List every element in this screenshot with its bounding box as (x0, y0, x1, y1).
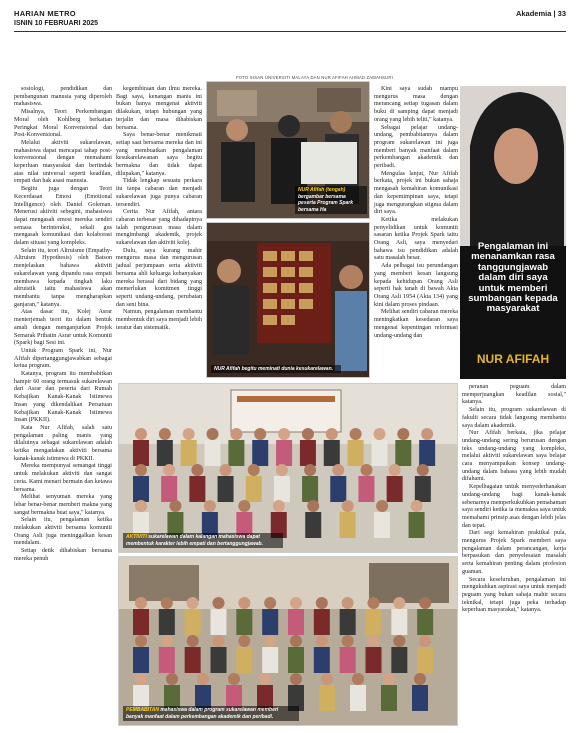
article-paragraph: Selain itu, teori Altruisme (Empathy-Altruism Hypothesis) oleh Batson menjelaskan bahawa aktiviti sukarelawan yang dipandu rasa empati membawa kepada tingkah laku altruistik iaitu mahasiswa akan membantu tanpa mengharapkan ganjaran," katanya. (14, 247, 112, 308)
photo-certificates-image (207, 223, 370, 378)
article-paragraph: Atas dasar itu, Kolej Asrar menterjemah teori itu dalam bentuk amali dengan menganjurkan Projek Semarak Prihatin Asrar untuk Komuniti (Spark) bagi Sesi ini. (14, 309, 112, 347)
photo1-caption-name: NUR Afifah (tengah) (298, 187, 346, 194)
article-paragraph: Cerita Nur Afifah, antara cabaran terbesar yang dihadapinya ialah pengurusan masa dalam mengimbangi akademik, projek sukarelawan dan aktiviti kolej. (116, 209, 202, 247)
photo-volunteer-group (118, 383, 458, 553)
photo4-caption-text: mahasiswa dalam program sukarelawan memberi banyak manfaat dalam perkembangan akademik dan peribadi. (126, 707, 279, 720)
article-paragraph: Melihat senyuman mereka yang lebar benar-benar memberi makna yang sangat bermakna buat saya," katanya. (14, 494, 112, 516)
issue-date: ISNIN 10 FEBRUARI 2025 (14, 20, 99, 27)
photo1-caption (295, 186, 367, 214)
pullquote-name: NUR AFIFAH (476, 352, 550, 366)
article-paragraph: Katanya, program itu membabitkan hampir 60 orang termasuk sukarelawan dari Asrar dan peserta dari Rumah Kebajikan Kanak-Kanak Istimewa Insan yang dikendalikan Persatuan Kebajikan Kanak-Kanak Istimewa Insan (PKKII). (14, 371, 112, 424)
article-column-2 (116, 86, 202, 386)
photo-credit: FOTO IHSAN UNIVERSITI MALAYA DAN NUR AFIFAH AHMAD ZAMAHSURI (236, 75, 393, 80)
header-rule (14, 31, 566, 32)
photo3-caption-text: sukarelawan dalam kalangan mahasiswa dapat membentuk karakter lebih empati dan bertanggungjawab. (126, 534, 263, 547)
pullquote-box (460, 86, 566, 379)
article-paragraph: Melihat sendiri cabaran mereka meningkatkan kesedaran saya mengenai kepentingan reformasi undang-undang dan (374, 309, 458, 339)
article-paragraph: Setiap detik dihabiskan bersama mereka penuh (14, 548, 112, 562)
article-paragraph: Selain itu, program sukarelawan di fakulti secara tidak langsung membantu saya dalam akademik. (462, 407, 566, 429)
article-column-3 (374, 86, 458, 382)
article-paragraph: Selain itu, pengalaman ketika melakukan aktiviti bersama komuniti Orang Asli juga meninggalkan kesan mendalam. (14, 517, 112, 547)
photo-children-group-image (119, 557, 458, 726)
article-paragraph: Mereka mempunyai semangat tinggi untuk melakukan aktiviti dan sangat ceria. Kami menari bermain dan ketawa bersama. (14, 463, 112, 493)
photo3-caption (123, 533, 283, 548)
section-name: Akademia (515, 9, 552, 18)
article-paragraph: Dulu, saya kurang mahir mengurus masa dan mengurusan jadual perjumpaan serta aktiviti bersama ahli keluarga kebanyakan mereka berasal dari bidang yang memerlukan komitmen tinggi seperti undang-undang, perubatan dan seni bina. (116, 247, 202, 308)
article-paragraph: Ada pelbagai isu perundangan yang memberi kesan langsung kepada kehidupan Orang Asli seperti hak tanah di bawah Akta Orang Asli 1954 (Akta 134) yang kini dalam proses pindaan. (374, 263, 458, 308)
article-paragraph: Sebagai pelajar undang-undang, pembabitannya dalam program sukarelawan ini juga memberi banyak manfaat dalam perkembangan akademik dan peribadi. (374, 124, 458, 170)
article-paragraph: Nur Afifah berkata, jika pelajar undang-undang sering berurusan dengan teks undang-undang yang kompleks, melalui aktiviti sukarelawan saya belajar cara menyampaikan konsep undang-undang dalam bahasa yang lebih mudah difahami. (462, 430, 566, 483)
photo-children-group (118, 556, 458, 726)
article-paragraph: Melalui aktiviti sukarelawan, mahasiswa dapat mencapai tahap post-konvensional dengan memahami keperluan masyarakat dan bertindak atas nilai universal seperti keadilan, empati dan hak asasi manusia. (14, 139, 112, 185)
article-column-4 (462, 384, 566, 726)
article-paragraph: Saya benar-benar menikmati setiap saat bersama mereka dan ini yang membuatkan pengalaman kesukarelawanan saya begitu bermakna dan tidak dapat dilupakan," katanya. (116, 132, 202, 177)
photo3-caption-lead: AKTIVITI (126, 534, 147, 541)
article-paragraph: Kini saya sudah mampu mengurus masa dengan merancang setiap tugasan dalam buku di samping dapat menjadi orang yang lebih teliti," katanya. (374, 86, 458, 123)
page-number: 33 (557, 9, 566, 18)
article-paragraph: Mengulas lanjut, Nur Afifah berkata, projek ini bukan sahaja mengasah kemahiran komunikasi dan kepemimpinan saya, tetapi juga mengurangkan stigma dalam diri saya. (374, 170, 458, 216)
article-paragraph: Begitu juga dengan Teori Kecerdasan Emosi (Emotional Intelligence) oleh Daniel Goleman. Menerusi aktiviti sebegini, mahasiswa dapat mengasah emosi mereka sendiri semasa berinteraksi, sekali gus mengasah komunikasi dan kolaborasi dalam situasi yang kompleks. (14, 186, 112, 247)
photo1-caption-text: bergambar bersama peserta Program Spark bersama Ha (298, 193, 354, 213)
article-paragraph: Kata Nur Afifah, salah satu pengalaman paling manis yang dilaluinya sebagai sukarelawan adalah ketika mengadakan aktiviti bersama kanak-kanak istimewa di PKKII. (14, 424, 112, 462)
article-paragraph: Ketika melakukan penyelidikan untuk komuniti sasaran ketika Projek Spark iaitu Orang Asli, saya menyedari bahawa isu pendidikan adalah satu masalah besar. (374, 216, 458, 262)
article-paragraph: Misalnya, Teori Perkembangan Moral oleh Kohlberg berkaitan Peringkat Moral Konvensional dan Post-Konvensional. (14, 109, 112, 139)
photo-certificates (206, 222, 370, 378)
article-column-1 (14, 86, 112, 726)
article-paragraph: Tidak lengkap sesuatu perkara itu tanpa cabaran dan menjadi sukarelawan juga punya cabaran tersendiri. (116, 178, 202, 208)
article-paragraph: Namun, pengalaman membantu membentuk diri saya menjadi lebih teratur dan sistematik. (116, 309, 202, 331)
article-paragraph: peranan peguam dalam memperjuangkan keadilan sosial," katanya. (462, 384, 566, 406)
photo4-caption (123, 706, 299, 721)
article-paragraph: Dari segi kemahiran praktikal pula, mengurus Projek Spark memberi saya pengalaman dalam perancangan, kerja berpasukan dan penyelesaian masalah serta kemahiran penting dalam profesion guaman. (462, 530, 566, 575)
pullquote-text: Pengalaman ini menanamkan rasa tanggungjawab dalam diri saya untuk memberi sumbangan kepada masyarakat (468, 241, 558, 315)
article-paragraph: Untuk Program Spark ini, Nur Afifah dipertanggungjawabkan sebagai ketua program. (14, 347, 112, 370)
section-label: Akademia | 33 (515, 9, 566, 18)
photo-group-portrait (206, 81, 370, 219)
article-paragraph: Kepelbagaian untuk menyederhanakan undang-undang bagi kanak-kanak sebenarnya memperkukuhkan pemahaman saya sendiri ketika ia memaksa saya untuk memahami prinsip asas dengan lebih jelas dan tepat. (462, 484, 566, 529)
publication-name: HARIAN METRO (14, 9, 76, 18)
photo2-caption: NUR Afifah begitu meminati dunia kesukarelawan. (211, 365, 341, 373)
article-paragraph: Secara keseluruhan, pengalaman ini mengukuhkan aspirasi saya untuk menjadi peguam yang bukan sahaja mahir secara teknikal, tetapi juga peka terhadap keperluan masyarakat," katanya. (462, 576, 566, 614)
photo4-caption-lead: PEMBABITAN (126, 707, 159, 714)
article-paragraph: sosiologi, pendidikan dan pembangunan manusia yang diperoleh mahasiswa. (14, 86, 112, 108)
article-paragraph: kegembiraan dan ilmu mereka. Bagi saya, kenangan manis ini bukan hanya mengenai aktiviti dilakukan, tetapi hubungan yang terjalin dan masa dihabiskan bersama. (116, 86, 202, 131)
photo-volunteer-group-image (119, 384, 458, 553)
portrait-photo (460, 86, 566, 246)
